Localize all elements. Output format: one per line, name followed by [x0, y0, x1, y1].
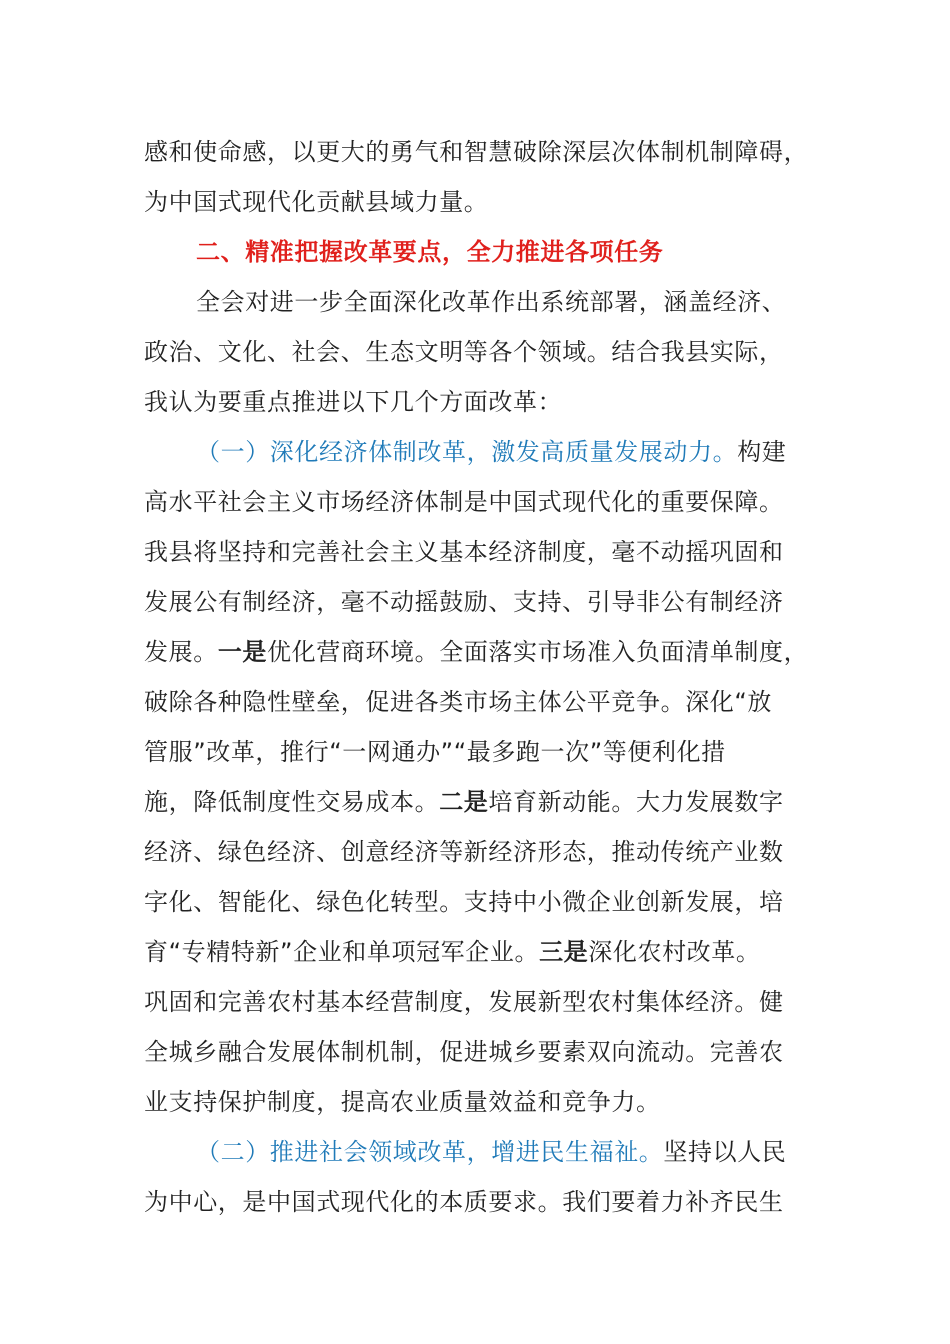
text-line [144, 787, 784, 817]
text-run: 构建 [737, 438, 787, 466]
text-line [144, 937, 760, 967]
text-line: 我认为要重点推进以下几个方面改革： [144, 388, 563, 416]
text-line: 政治、文化、社会、生态文明等各个领域。结合我县实际， [144, 338, 784, 366]
text-line: 业支持保护制度，提高农业质量效益和竞争力。 [144, 1088, 661, 1116]
text-line [144, 637, 808, 667]
text-line: 字化、智能化、绿色化转型。支持中小微企业创新发展，培 [144, 888, 784, 916]
text-line: 巩固和完善农村基本经营制度，发展新型农村集体经济。健 [144, 988, 784, 1016]
text-line: 为中心，是中国式现代化的本质要求。我们要着力补齐民生 [144, 1188, 784, 1216]
subsection-heading: （一）深化经济体制改革，激发高质量发展动力。 [196, 438, 738, 466]
text-line: 经济、绿色经济、创意经济等新经济形态，推动传统产业数 [144, 838, 784, 866]
bold-keyword: 二是 [439, 788, 489, 816]
text-run: 施，降低制度性交易成本。 [144, 788, 440, 816]
text-run: 坚持以人民 [663, 1138, 787, 1166]
text-line: 高水平社会主义市场经济体制是中国式现代化的重要保障。 [144, 488, 784, 516]
section-heading: 二、精准把握改革要点，全力推进各项任务 [196, 238, 664, 266]
bold-keyword: 三是 [539, 938, 589, 966]
text-run: 育“专精特新”企业和单项冠军企业。 [144, 938, 540, 966]
text-line: 感和使命感，以更大的勇气和智慧破除深层次体制机制障碍， [144, 138, 809, 166]
text-run: 发展。 [144, 638, 218, 666]
text-line: 全城乡融合发展体制机制，促进城乡要素双向流动。完善农 [144, 1038, 784, 1066]
text-line: 为中国式现代化贡献县域力量。 [144, 188, 489, 216]
text-line: 全会对进一步全面深化改革作出系统部署，涵盖经济、 [196, 288, 787, 316]
bold-keyword: 一是 [217, 638, 268, 666]
text-run: 深化农村改革。 [588, 938, 761, 966]
text-line [196, 1137, 786, 1167]
text-line: 破除各种隐性壁垒，促进各类市场主体公平竞争。深化“放 [144, 688, 773, 716]
text-line: 我县将坚持和完善社会主义基本经济制度，毫不动摇巩固和 [144, 538, 784, 566]
text-line: 管服”改革，推行“一网通办”“最多跑一次”等便利化措 [144, 738, 726, 766]
text-line [196, 437, 786, 467]
subsection-heading: （二）推进社会领域改革，增进民生福祉。 [196, 1138, 664, 1166]
text-run: 培育新动能。大力发展数字 [488, 788, 784, 816]
text-line: 发展公有制经济，毫不动摇鼓励、支持、引导非公有制经济 [144, 588, 784, 616]
text-run: 优化营商环境。全面落实市场准入负面清单制度， [267, 638, 809, 666]
